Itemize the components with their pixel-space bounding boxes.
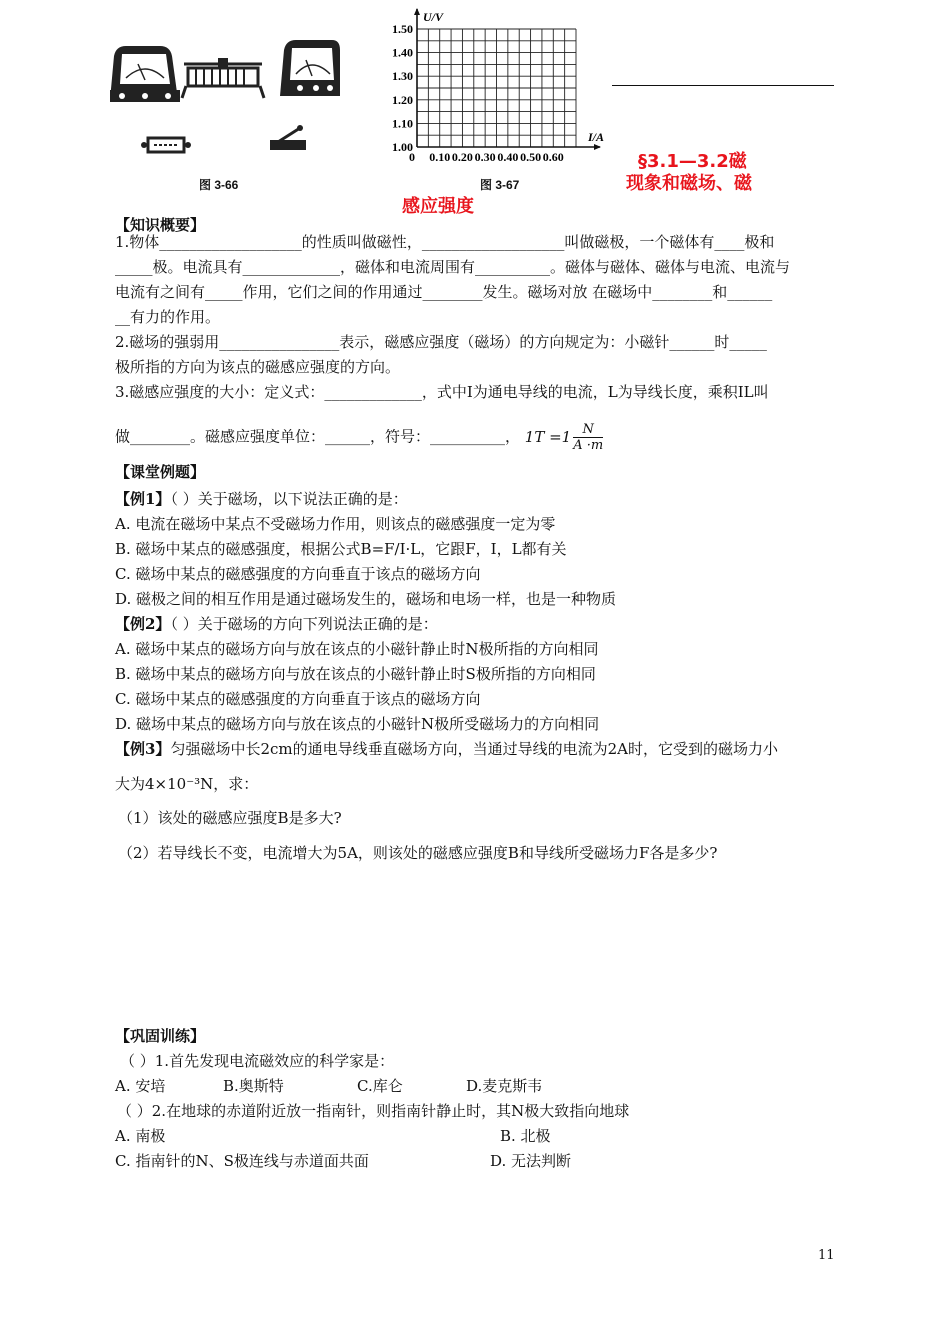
instrument-illustration (100, 38, 340, 163)
practice-1-option-b: B.奥斯特 (223, 1077, 284, 1095)
example-2-option-d: D. 磁场中某点的磁场方向与放在该点的小磁针N极所受磁场力的方向相同 (115, 715, 600, 733)
x-tick-label: 0.60 (542, 150, 564, 164)
practice-1-option-c: C.库仑 (357, 1077, 403, 1095)
y-tick-label: 1.40 (392, 45, 413, 60)
blank-underline (612, 85, 834, 86)
rheostat-drawing (182, 58, 264, 98)
x-tick-label: 0.40 (497, 150, 519, 164)
knowledge-line-2: _____极。电流具有_____________，磁体和电流周围有__________。磁体与磁体、磁体与电流、电流与 (115, 258, 791, 276)
example-3-question (115, 738, 778, 760)
formula-fraction (573, 422, 603, 453)
example-1-option-c: C. 磁场中某点的磁感强度的方向垂直于该点的磁场方向 (115, 565, 481, 583)
x-tick-label: 0.20 (451, 150, 473, 164)
ammeter-drawing (280, 40, 340, 96)
y-tick-label: 1.00 (392, 140, 413, 154)
figure-3-66-caption: 图 3-66 (199, 178, 239, 192)
figure-3-67-caption: 图 3-67 (480, 178, 520, 192)
x-axis-arrow (594, 144, 601, 150)
x-tick-label: 0 (409, 150, 415, 164)
y-tick-label: 1.50 (392, 22, 413, 36)
title-line-2: 现象和磁场、磁 (626, 173, 752, 194)
title-line-3: 感应强度 (402, 196, 474, 217)
y-tick-label: 1.10 (392, 116, 413, 131)
example-1-text: （ ）关于磁场，以下说法正确的是： (170, 490, 408, 508)
title-line-1: §3.1—3.2磁 (638, 151, 747, 172)
example-2-option-a: A. 磁场中某点的磁场方向与放在该点的小磁针静止时N极所指的方向相同 (115, 640, 599, 658)
example-3-label: 【例3】 (115, 740, 171, 758)
tesla-formula (524, 422, 604, 453)
knowledge-line-7: 3.磁感应强度的大小：定义式：_____________，式中I为通电导线的电流，L为导线长度，乘积IL叫 (115, 383, 769, 401)
example-1-option-a: A. 电流在磁场中某点不受磁场力作用，则该点的磁感强度一定为零 (115, 515, 556, 533)
example-1-question (115, 488, 408, 510)
example-1-option-b: B. 磁场中某点的磁感强度，根据公式B=F/I·L，它跟F，I，L都有关 (115, 540, 567, 558)
example-3-subquestion-1: （1）该处的磁感应强度B是多大? (118, 809, 342, 827)
example-3-subquestion-2: （2）若导线长不变，电流增大为5A，则该处的磁感应强度B和导线所受磁场力F各是多少? (118, 844, 718, 862)
switch-drawing (270, 125, 306, 150)
formula-denominator: A ·m (573, 438, 604, 453)
example-2-option-b: B. 磁场中某点的磁场方向与放在该点的小磁针静止时S极所指的方向相同 (115, 665, 596, 683)
knowledge-line-8-text: 做________。磁感应强度单位：______，符号：__________， (115, 427, 521, 446)
practice-2-option-b: B. 北极 (500, 1127, 551, 1145)
section-heading-practice: 【巩固训练】 (115, 1027, 206, 1045)
u-i-graph (380, 5, 620, 170)
practice-2-option-a: A. 南极 (115, 1127, 166, 1145)
example-2-option-c: C. 磁场中某点的磁感强度的方向垂直于该点的磁场方向 (115, 690, 481, 708)
x-tick-label: 0.50 (520, 150, 542, 164)
knowledge-line-6: 极所指的方向为该点的磁感应强度的方向。 (115, 358, 401, 376)
y-tick-label: 1.30 (392, 69, 413, 84)
practice-question-2: （ ）2.在地球的赤道附近放一指南针，则指南针静止时，其N极大致指向地球 (117, 1102, 630, 1120)
section-heading-knowledge: 【知识概要】 (115, 216, 206, 234)
section-heading-examples: 【课堂例题】 (115, 463, 206, 481)
voltmeter-drawing (110, 46, 180, 102)
y-tick-label: 1.20 (392, 92, 413, 107)
battery-drawing (141, 138, 191, 152)
knowledge-line-3: 电流有之间有_____作用，它们之间的作用通过________发生。磁场对放 在磁场中________和______ (115, 283, 773, 301)
practice-2-option-c: C. 指南针的N、S极连线与赤道面共面 (115, 1152, 369, 1170)
formula-numerator: N (573, 422, 603, 438)
example-3-line-2: 大为4×10⁻³N，求： (115, 775, 259, 793)
knowledge-line-1: 1.物体___________________的性质叫做磁性，___________________叫做磁极，一个磁体有____极和 (115, 233, 775, 251)
y-axis-arrow (414, 8, 420, 15)
example-3-text: 匀强磁场中长2cm的通电导线垂直磁场方向，当通过导线的电流为2A时，它受到的磁场力小 (170, 740, 778, 758)
practice-1-option-d: D.麦克斯韦 (466, 1077, 543, 1095)
knowledge-line-8 (115, 422, 603, 453)
knowledge-line-4: __有力的作用。 (115, 308, 221, 326)
practice-question-1: （ ）1.首先发现电流磁效应的科学家是： (120, 1052, 395, 1070)
y-axis-label: U/V (423, 10, 444, 24)
knowledge-line-5: 2.磁场的强弱用________________表示，磁感应强度（磁场）的方向规定为：小磁针______时_____ (115, 333, 767, 351)
practice-1-option-a: A. 安培 (115, 1077, 166, 1095)
practice-2-option-d: D. 无法判断 (490, 1152, 572, 1170)
example-1-option-d: D. 磁极之间的相互作用是通过磁场发生的，磁场和电场一样，也是一种物质 (115, 590, 617, 608)
example-2-text: （ ）关于磁场的方向下列说法正确的是： (170, 615, 438, 633)
x-tick-label: 0.10 (429, 150, 451, 164)
x-axis-label: I/A (588, 130, 605, 144)
page-number: 11 (818, 1248, 835, 1263)
example-2-label: 【例2】 (115, 615, 171, 633)
formula-lhs: 1T =1 (524, 427, 572, 446)
example-2-question (115, 613, 438, 635)
x-tick-label: 0.30 (474, 150, 496, 164)
example-1-label: 【例1】 (115, 490, 171, 508)
